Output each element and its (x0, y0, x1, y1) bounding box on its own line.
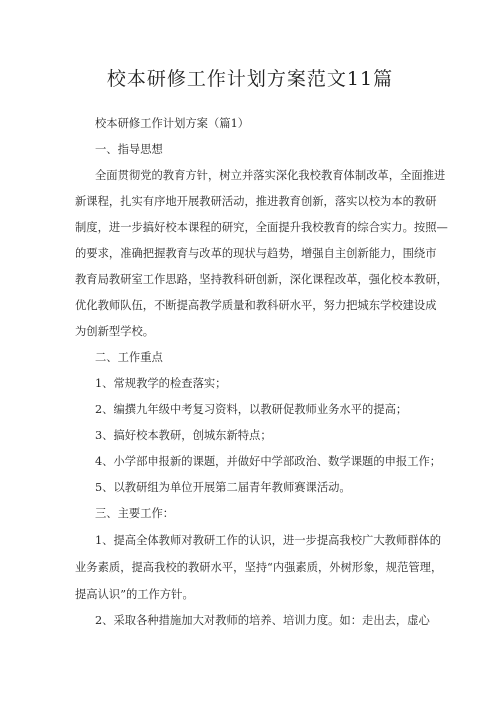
paragraph-line: 制度，进一步搞好校本课程的研究，全面提升我校教育的综合实力。按照— (75, 221, 448, 234)
heading-guiding-ideology: 一、指导思想 (95, 143, 163, 156)
paragraph-line: 新课程，扎实有序地开展教研活动，推进教育创新，落实以校为本的教研 (75, 195, 437, 208)
paragraph-line: 为创新型学校。 (75, 325, 155, 338)
paragraph-line: 提高认识”的工作方针。 (75, 588, 194, 601)
list-item: 2、编撰九年级中考复习资料，以教研促教师业务水平的提高； (95, 403, 408, 416)
paragraph-line: 1、提高全体教师对教研工作的认识，进一步提高我校广大教师群体的 (95, 534, 442, 547)
list-item: 4、小学部申报新的课题，并做好中学部政治、数学课题的申报工作； (95, 455, 442, 468)
paragraph-line: 教育局教研室工作思路，坚持教科研创新，深化课程改革，强化校本教研， (75, 273, 448, 286)
paragraph-line: 2、采取各种措施加大对教师的培养、培训力度。如：走出去，虚心 (95, 614, 430, 627)
paragraph-line: 的要求，准确把握教育与改革的现状与趋势，增强自主创新能力，围绕市 (75, 247, 437, 260)
heading-main-work: 三、主要工作： (95, 507, 175, 520)
section-heading: 校本研修工作计划方案（篇1） (95, 117, 250, 130)
document-title: 校本研修工作计划方案范文11篇 (106, 68, 394, 90)
list-item: 5、以教研组为单位开展第二届青年教师赛课活动。 (95, 481, 351, 494)
heading-work-focus: 二、工作重点 (95, 351, 163, 364)
paragraph-line: 业务素质，提高我校的教研水平，坚持“内强素质，外树形象，规范管理， (75, 561, 443, 574)
list-item: 3、搞好校本教研，创城东新特点； (95, 429, 272, 442)
paragraph-line: 优化教师队伍，不断提高教学质量和教科研水平，努力把城东学校建设成 (75, 299, 437, 312)
list-item: 1、常规教学的检查落实； (95, 377, 227, 390)
paragraph-line: 全面贯彻党的教育方针，树立并落实深化我校教育体制改革，全面推进 (95, 169, 446, 182)
